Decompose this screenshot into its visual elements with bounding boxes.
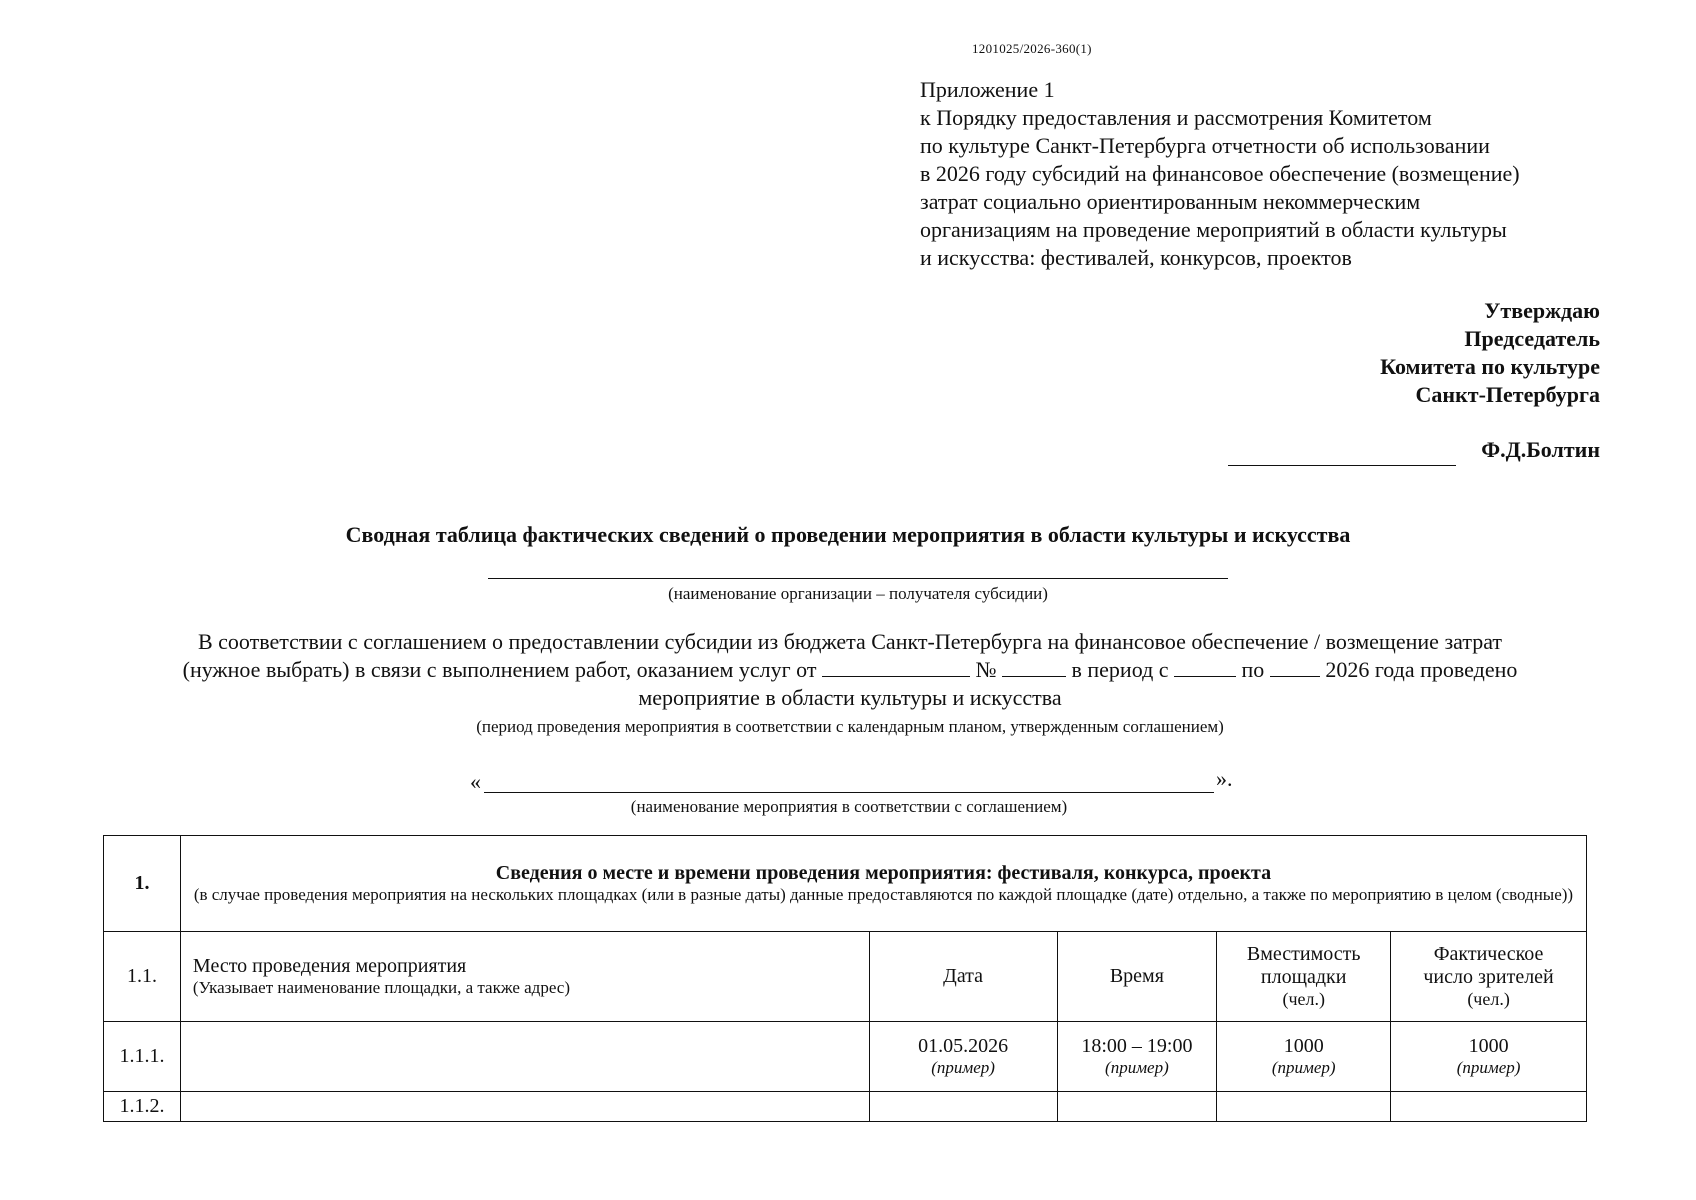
appendix-note [920, 76, 1520, 272]
number-sign: № [975, 657, 997, 682]
period-end-blank [1270, 658, 1320, 677]
row-date[interactable] [869, 1022, 1057, 1092]
row-place[interactable] [180, 1092, 869, 1122]
row-number: 1.1.2. [104, 1092, 181, 1122]
agreement-number-blank [1002, 658, 1066, 677]
header-capacity-line: Вместимость [1246, 943, 1361, 965]
paragraph-text: (нужное выбрать) в связи с выполнением работ, оказанием услуг от [182, 657, 817, 682]
organization-name-line [488, 578, 1228, 579]
header-capacity [1217, 932, 1391, 1022]
event-name-line [484, 792, 1214, 793]
table-row [104, 1022, 1587, 1092]
row-viewers-value: 1000 [1468, 1035, 1509, 1057]
header-place-note: (Указывает наименование площадки, а также адрес) [192, 978, 571, 997]
approval-line: Комитета по культуре [1380, 354, 1600, 379]
row-number: 1.1.1. [104, 1022, 181, 1092]
section-note: (в случае проведения мероприятия на нескольких площадках (или в разные даты) данные предоставляются по каждой площадке (дате) отдельно, а также по мероприятию в целом (сводные)) [193, 885, 1574, 904]
section-number: 1. [104, 836, 181, 932]
example-label: (пример) [1105, 1058, 1169, 1077]
open-quote: « [470, 769, 481, 794]
example-label: (пример) [931, 1058, 995, 1077]
agreement-paragraph [110, 628, 1590, 712]
appendix-line: Приложение 1 [920, 77, 1055, 102]
row-date[interactable] [869, 1092, 1057, 1122]
appendix-line: организациям на проведение мероприятий в области культуры [920, 217, 1507, 242]
header-viewers-line: число зрителей [1423, 966, 1554, 988]
table-row [104, 1092, 1587, 1122]
row-capacity[interactable] [1217, 1092, 1391, 1122]
paragraph-line-3: мероприятие в области культуры и искусства [638, 685, 1062, 710]
paragraph-line-1: В соответствии с соглашением о предоставлении субсидии из бюджета Санкт-Петербурга на финансовое обеспечение / возмещение затрат [197, 629, 1503, 654]
header-capacity-line: площадки [1260, 966, 1347, 988]
document-id: 1201025/2026-360(1) [972, 41, 1092, 56]
paragraph-line-2 [110, 656, 1590, 684]
period-start-blank [1174, 658, 1236, 677]
header-place-title: Место проведения мероприятия [192, 955, 467, 977]
paragraph-text: по [1241, 657, 1265, 682]
section-header [180, 836, 1586, 932]
header-time: Время [1057, 932, 1217, 1022]
appendix-line: к Порядку предоставления и рассмотрения Комитетом [920, 105, 1432, 130]
row-time[interactable] [1057, 1092, 1217, 1122]
header-date: Дата [869, 932, 1057, 1022]
close-quote: ». [1216, 766, 1233, 791]
paragraph-text: 2026 года проведено [1325, 657, 1518, 682]
row-viewers[interactable] [1391, 1092, 1587, 1122]
appendix-line: по культуре Санкт-Петербурга отчетности об использовании [920, 133, 1490, 158]
approval-block [1380, 297, 1600, 409]
row-capacity[interactable] [1217, 1022, 1391, 1092]
example-label: (пример) [1456, 1058, 1521, 1077]
event-name-caption: (наименование мероприятия в соответствии с соглашением) [630, 797, 1068, 816]
document-title: Сводная таблица фактических сведений о проведении мероприятия в области культуры и искусства [345, 522, 1351, 547]
row-time-value: 18:00 – 19:00 [1081, 1035, 1193, 1057]
header-number: 1.1. [104, 932, 181, 1022]
appendix-line: в 2026 году субсидий на финансовое обеспечение (возмещение) [920, 161, 1520, 186]
header-viewers-line: Фактическое [1433, 943, 1544, 965]
row-capacity-value: 1000 [1283, 1035, 1324, 1057]
approval-line: Утверждаю [1484, 298, 1600, 323]
header-viewers-line: (чел.) [1467, 989, 1510, 1009]
header-capacity-line: (чел.) [1282, 989, 1325, 1009]
row-date-value: 01.05.2026 [918, 1035, 1009, 1057]
paragraph-text: в период с [1071, 657, 1169, 682]
signature-line [1228, 465, 1456, 466]
row-place[interactable] [180, 1022, 869, 1092]
event-info-table [103, 835, 1587, 1122]
organization-caption: (наименование организации – получателя субсидии) [668, 584, 1048, 603]
approval-line: Председатель [1464, 326, 1600, 351]
table-section-row [104, 836, 1587, 932]
agreement-date-blank [822, 658, 970, 677]
row-time[interactable] [1057, 1022, 1217, 1092]
signatory-name: Ф.Д.Болтин [1481, 437, 1600, 462]
appendix-line: и искусства: фестивалей, конкурсов, проектов [920, 245, 1352, 270]
header-place [180, 932, 869, 1022]
table-header-row [104, 932, 1587, 1022]
section-title: Сведения о месте и времени проведения мероприятия: фестиваля, конкурса, проекта [495, 862, 1272, 884]
approval-line: Санкт-Петербурга [1415, 382, 1600, 407]
example-label: (пример) [1271, 1058, 1336, 1077]
header-viewers [1391, 932, 1587, 1022]
row-viewers[interactable] [1391, 1022, 1587, 1092]
appendix-line: затрат социально ориентированным некоммерческим [920, 189, 1421, 214]
period-caption: (период проведения мероприятия в соответствии с календарным планом, утвержденным соглашением) [476, 717, 1224, 736]
